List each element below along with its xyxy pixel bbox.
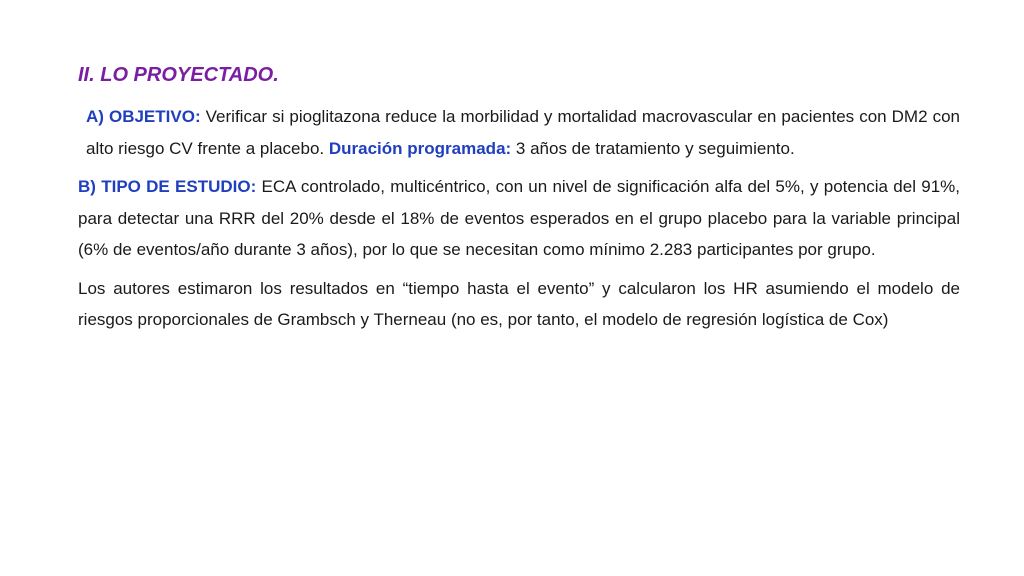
analysis-text: Los autores estimaron los resultados en “tiempo hasta el evento” y calcularon los HR asumiendo el modelo de riesgos proporcionales de Grambsch y Therneau (no es, por tanto, el modelo de regresión logística de Cox) [78,278,960,329]
study-type-text: ECA controlado, multicéntrico, con un nivel de significación alfa del 5%, y potencia del 91%, para detectar una RRR del 20% desde el 18% de eventos esperados en el grupo placebo para la variable principal (6% de eventos/año durante 3 años), por lo que se necesitan como mínimo 2.283 participantes por grupo. [78,177,960,259]
paragraph-study-type [78,171,960,266]
duration-label: Duración programada: [328,138,512,158]
duration-text: 3 años de tratamiento y seguimiento. [511,138,795,158]
slide-body [78,101,960,343]
study-type-label: B) TIPO DE ESTUDIO: [78,177,257,196]
paragraph-objective [78,101,960,164]
slide-heading: II. LO PROYECTADO. [78,64,279,86]
objective-text: Verificar si pioglitazona reduce la morbilidad y mortalidad macrovascular en pacientes con DM2 con alto riesgo CV frente a placebo. [86,107,960,158]
paragraph-analysis [78,273,960,336]
objective-label: A) OBJETIVO: [86,107,201,126]
